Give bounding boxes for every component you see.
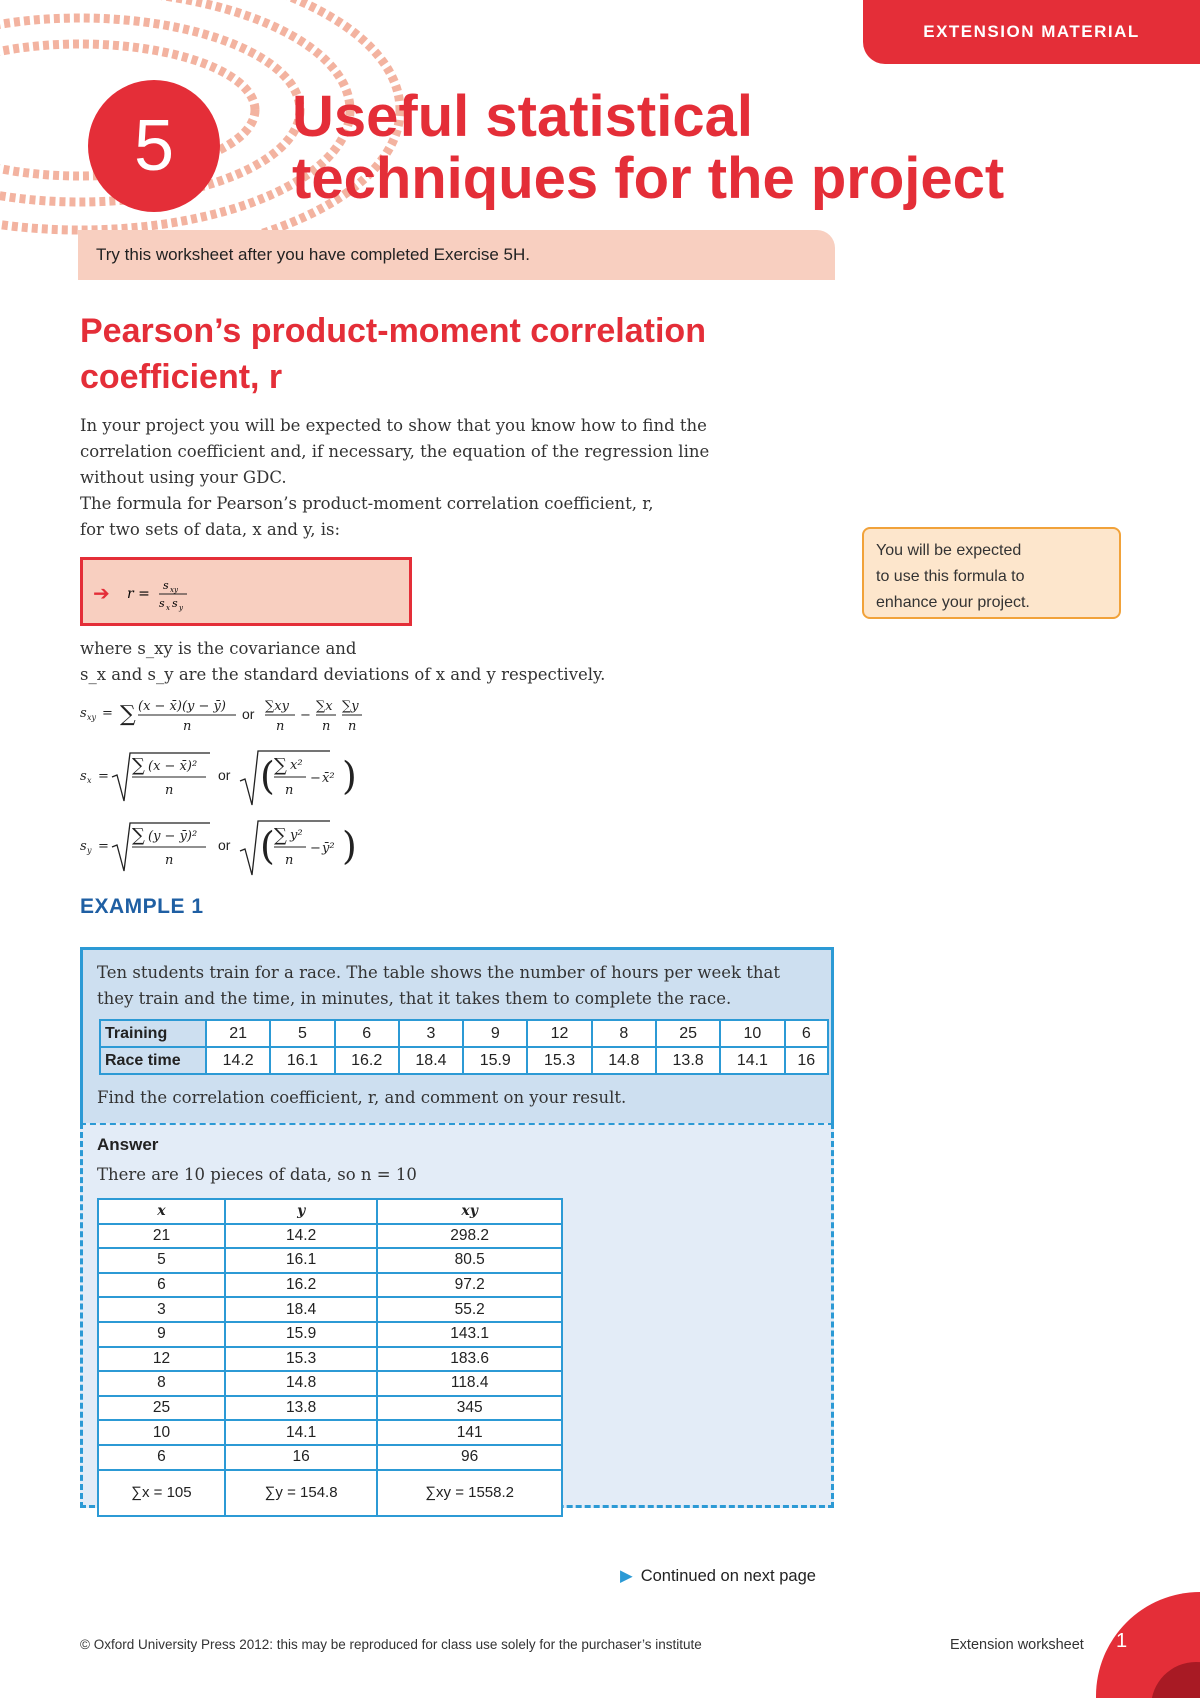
intro-line: The formula for Pearson’s product-moment correlation coefficient, r, <box>80 494 654 513</box>
svg-text:s: s <box>172 597 178 610</box>
table-row <box>98 1297 562 1322</box>
svg-text:(: ( <box>260 824 275 868</box>
table-cell: 16.2 <box>225 1273 377 1298</box>
svg-text:y: y <box>179 604 183 612</box>
svg-text:n: n <box>285 783 294 798</box>
extension-material-label: EXTENSION MATERIAL <box>923 22 1140 41</box>
svg-text:y: y <box>87 846 92 855</box>
table-cell: 13.8 <box>225 1396 377 1421</box>
table-cell: 15.9 <box>463 1047 527 1074</box>
play-triangle-icon: ▶ <box>620 1567 633 1585</box>
svg-text:∑: ∑ <box>274 825 287 846</box>
svg-text:−: − <box>300 708 311 723</box>
svg-text:x²: x² <box>290 758 303 773</box>
svg-text:x̄²: x̄² <box>322 771 335 786</box>
table-cell: 13.8 <box>656 1047 720 1074</box>
svg-text:∑: ∑ <box>132 755 145 776</box>
section-title-line1: Pearson’s product-moment correlation <box>80 312 706 350</box>
table-cell: 6 <box>98 1273 225 1298</box>
page-number: 1 <box>1116 1630 1128 1652</box>
example-box <box>80 947 834 1562</box>
side-note <box>862 527 1121 619</box>
column-header-x: x <box>98 1199 225 1224</box>
copyright-footer: © Oxford University Press 2012: this may be reproduced for class use solely for the purchaser’s institute <box>80 1637 702 1652</box>
table-cell: 14.8 <box>225 1371 377 1396</box>
answer-text: There are 10 pieces of data, so n = 10 <box>97 1165 417 1184</box>
svg-text:y²: y² <box>290 828 303 843</box>
table-cell: 15.3 <box>225 1347 377 1372</box>
svg-text:(x − x̄)²: (x − x̄)² <box>148 759 198 774</box>
svg-text:∑x: ∑x <box>316 699 333 714</box>
svg-text:s: s <box>163 579 169 592</box>
column-header-xy: xy <box>377 1199 562 1224</box>
table-cell: 14.1 <box>720 1047 784 1074</box>
side-note-line: to use this formula to <box>876 568 1025 585</box>
table-cell: 118.4 <box>377 1371 562 1396</box>
where-text <box>80 636 780 688</box>
table-cell: 80.5 <box>377 1248 562 1273</box>
chapter-title-line1: Useful statistical <box>292 84 753 149</box>
svg-text:∑: ∑ <box>274 755 287 776</box>
svg-text:s: s <box>159 597 165 610</box>
table-cell: 6 <box>335 1020 399 1047</box>
chapter-number: 5 <box>133 106 175 186</box>
intro-line: for two sets of data, x and y, is: <box>80 520 341 539</box>
instruction-text: Try this worksheet after you have completed Exercise 5H. <box>96 245 530 264</box>
answer-heading: Answer <box>97 1135 159 1154</box>
continued-link[interactable] <box>620 1566 816 1586</box>
section-title <box>80 308 800 400</box>
side-note-line: You will be expected <box>876 542 1022 559</box>
table-row <box>98 1445 562 1470</box>
table-row <box>98 1322 562 1347</box>
table-cell: 6 <box>785 1020 828 1047</box>
table-cell: 21 <box>98 1224 225 1249</box>
table-cell: 21 <box>206 1020 270 1047</box>
table-row <box>98 1224 562 1249</box>
svg-text:ȳ²: ȳ² <box>322 841 335 856</box>
table-cell: 14.2 <box>206 1047 270 1074</box>
sx-formula <box>80 747 500 807</box>
table-cell: 5 <box>270 1020 334 1047</box>
svg-text:(y − ȳ)²: (y − ȳ)² <box>148 829 198 844</box>
page-number-badge <box>1096 1592 1200 1698</box>
table-cell: 345 <box>377 1396 562 1421</box>
table-cell: 14.1 <box>225 1420 377 1445</box>
table-sum-row <box>98 1470 562 1516</box>
table-row <box>98 1248 562 1273</box>
table-cell: 15.3 <box>527 1047 591 1074</box>
example-question <box>80 947 834 1123</box>
table-cell: 3 <box>399 1020 463 1047</box>
extension-material-tab <box>863 0 1200 64</box>
svg-text:=: = <box>98 769 109 784</box>
table-header-row <box>98 1199 562 1224</box>
table-cell: 143.1 <box>377 1322 562 1347</box>
svg-text:∑: ∑ <box>120 702 136 727</box>
table-cell: 9 <box>463 1020 527 1047</box>
svg-text:=: = <box>102 706 113 721</box>
svg-text:n: n <box>276 719 285 734</box>
table-cell: 183.6 <box>377 1347 562 1372</box>
table-cell: 96 <box>377 1445 562 1470</box>
question-text <box>97 960 817 1012</box>
chapter-title-line2: techniques for the project <box>292 146 1005 211</box>
row-header-race-time: Race time <box>100 1047 206 1074</box>
table-row <box>98 1371 562 1396</box>
table-cell: 25 <box>656 1020 720 1047</box>
svg-text:n: n <box>322 719 331 734</box>
svg-text:): ) <box>342 754 357 798</box>
table-cell: 10 <box>720 1020 784 1047</box>
svg-text:or: or <box>218 767 231 783</box>
covariance-formula <box>80 690 500 740</box>
table-cell: 6 <box>98 1445 225 1470</box>
table-cell: 5 <box>98 1248 225 1273</box>
table-cell: 298.2 <box>377 1224 562 1249</box>
svg-text:s: s <box>80 769 87 784</box>
sum-y: ∑y = 154.8 <box>225 1470 377 1516</box>
svg-text:n: n <box>165 853 174 868</box>
example-answer <box>80 1123 834 1508</box>
svg-text:s: s <box>80 839 87 854</box>
svg-text:∑y: ∑y <box>342 699 359 714</box>
page-corner-decoration <box>1151 1662 1200 1698</box>
table-cell: 14.2 <box>225 1224 377 1249</box>
example-heading: EXAMPLE 1 <box>80 895 204 918</box>
svg-text:∑: ∑ <box>132 825 145 846</box>
table-cell: 8 <box>592 1020 656 1047</box>
table-cell: 141 <box>377 1420 562 1445</box>
table-cell: 25 <box>98 1396 225 1421</box>
table-cell: 16.2 <box>335 1047 399 1074</box>
svg-text:r =: r = <box>127 586 150 602</box>
data-table <box>99 1019 829 1075</box>
instruction-banner <box>78 230 835 280</box>
table-cell: 18.4 <box>225 1297 377 1322</box>
intro-line: without using your GDC. <box>80 468 287 487</box>
intro-paragraph <box>80 413 780 543</box>
svg-text:−: − <box>310 841 321 856</box>
table-row <box>98 1347 562 1372</box>
svg-text:x: x <box>87 776 92 785</box>
svg-text:−: − <box>310 771 321 786</box>
table-cell: 9 <box>98 1322 225 1347</box>
table-cell: 12 <box>527 1020 591 1047</box>
svg-text:xy: xy <box>170 586 178 594</box>
table-row <box>98 1273 562 1298</box>
svg-text:or: or <box>218 837 231 853</box>
table-cell: 16 <box>785 1047 828 1074</box>
side-note-line: enhance your project. <box>876 594 1030 611</box>
formula-box <box>80 557 412 626</box>
table-cell: 3 <box>98 1297 225 1322</box>
chapter-number-badge <box>88 80 220 212</box>
svg-text:n: n <box>183 719 192 734</box>
table-cell: 12 <box>98 1347 225 1372</box>
sum-x: ∑x = 105 <box>98 1470 225 1516</box>
svg-text:n: n <box>165 783 174 798</box>
table-cell: 97.2 <box>377 1273 562 1298</box>
intro-line: In your project you will be expected to show that you know how to find the <box>80 416 707 435</box>
table-row <box>100 1047 828 1074</box>
table-cell: 10 <box>98 1420 225 1445</box>
footer-label: Extension worksheet <box>950 1637 1084 1653</box>
table-cell: 55.2 <box>377 1297 562 1322</box>
table-cell: 14.8 <box>592 1047 656 1074</box>
svg-text:∑xy: ∑xy <box>265 699 289 714</box>
chapter-title <box>292 86 1052 210</box>
table-row <box>100 1020 828 1047</box>
intro-line: correlation coefficient and, if necessary, the equation of the regression line <box>80 442 710 461</box>
table-cell: 16.1 <box>225 1248 377 1273</box>
table-cell: 16.1 <box>270 1047 334 1074</box>
svg-text:): ) <box>342 824 357 868</box>
arrow-icon: ➔ <box>93 581 110 605</box>
svg-text:xy: xy <box>87 713 97 722</box>
where-line2: s_x and s_y are the standard deviations of x and y respectively. <box>80 665 606 684</box>
svg-text:x: x <box>166 604 170 612</box>
svg-text:n: n <box>285 853 294 868</box>
correlation-formula <box>83 560 409 623</box>
svg-text:(: ( <box>260 754 275 798</box>
table-cell: 16 <box>225 1445 377 1470</box>
continued-text: Continued on next page <box>640 1567 816 1585</box>
sy-formula <box>80 817 500 877</box>
table-cell: 8 <box>98 1371 225 1396</box>
section-title-line2: coefficient, r <box>80 358 283 396</box>
table-cell: 15.9 <box>225 1322 377 1347</box>
svg-text:n: n <box>348 719 357 734</box>
svg-text:or: or <box>242 706 255 722</box>
row-header-training: Training <box>100 1020 206 1047</box>
column-header-y: y <box>225 1199 377 1224</box>
question-line1: Ten students train for a race. The table shows the number of hours per week that <box>97 963 780 982</box>
sum-xy: ∑xy = 1558.2 <box>377 1470 562 1516</box>
where-line1: where s_xy is the covariance and <box>80 639 357 658</box>
table-cell: 18.4 <box>399 1047 463 1074</box>
svg-text:=: = <box>98 839 109 854</box>
svg-text:(x − x̄)(y − ȳ): (x − x̄)(y − ȳ) <box>138 699 226 714</box>
find-instruction: Find the correlation coefficient, r, and comment on your result. <box>97 1088 627 1107</box>
table-row <box>98 1420 562 1445</box>
table-row <box>98 1396 562 1421</box>
svg-text:s: s <box>80 706 87 721</box>
question-line2: they train and the time, in minutes, that it takes them to complete the race. <box>97 989 732 1008</box>
calculation-table <box>97 1198 563 1517</box>
